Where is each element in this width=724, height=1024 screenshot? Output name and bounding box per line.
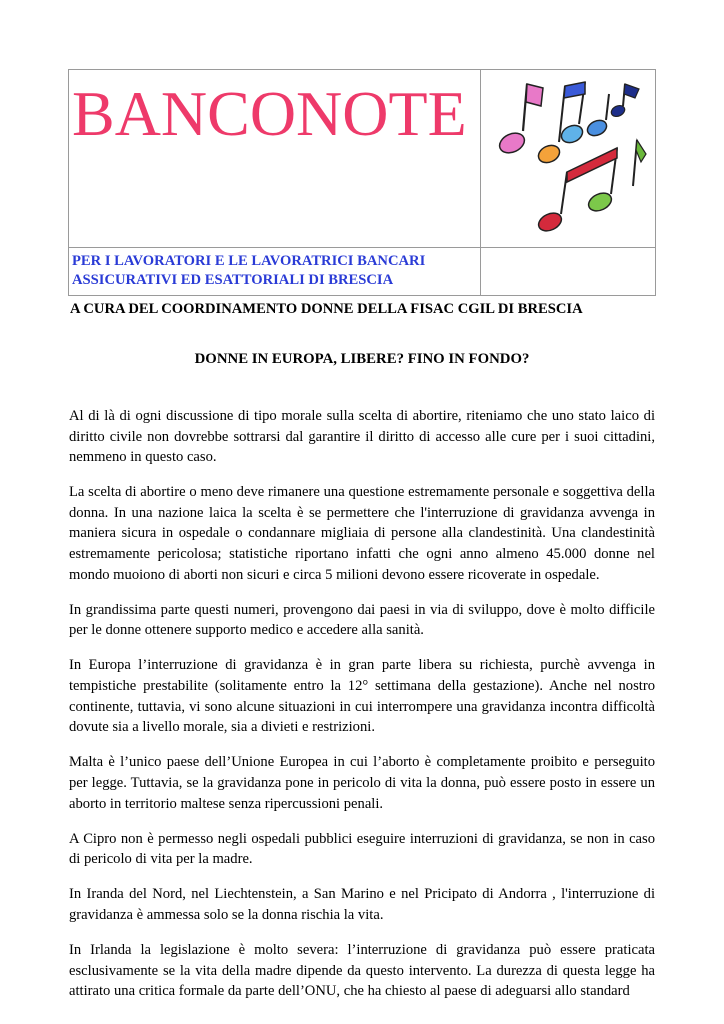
subtitle-cell <box>69 248 481 296</box>
paragraph: Malta è l’unico paese dell’Unione Europea in cui l’aborto è completamente proibito e perseguito per legge. Tuttavia, se la gravidanza pone in pericolo di vita la donna, può essere posto in essere un aborto in territorio maltese senza ripercussioni penali. <box>69 754 655 812</box>
music-notes-icon <box>483 76 653 241</box>
header-table <box>68 69 656 296</box>
coordination-line: A CURA DEL COORDINAMENTO DONNE DELLA FISAC CGIL DI BRESCIA <box>70 301 583 317</box>
empty-cell <box>481 248 656 296</box>
paragraph: In Iranda del Nord, nel Liechtenstein, a San Marino e nel Pricipato di Andorra , l'interruzione di gravidanza è ammessa solo se la donna rischia la vita. <box>69 886 655 923</box>
article-body <box>69 406 655 1016</box>
paragraph: In Irlanda la legislazione è molto severa: l’interruzione di gravidanza può essere praticata esclusivamente se la vita della madre dipende da questo intervento. La durezza di questa legge ha attirato una critica formale da parte dell’ONU, che ha chiesto al paese di adeguarsi allo standard <box>69 941 655 1000</box>
paragraph: La scelta di abortire o meno deve rimanere una questione estremamente personale e soggettiva della donna. In una nazione laica la scelta è se permettere che l'interruzione di gravidanza avvenga in maniera sicura in ospedale o condannare migliaia di persone alla clandestinità. Una clandestinità estremamente pericolosa; statistiche riportano infatti che ogni anno almeno 45.000 donne nel mondo muoiono di aborti non sicuri e circa 5 milioni devono essere ricoverate in ospedale. <box>69 484 655 583</box>
article-heading: DONNE IN EUROPA, LIBERE? FINO IN FONDO? <box>194 351 530 367</box>
paragraph: A Cipro non è permesso negli ospedali pubblici eseguire interruzioni di gravidanza, se non in caso di pericolo di vita per la madre. <box>69 830 655 868</box>
illustration-cell <box>481 70 656 248</box>
paragraph: In Europa l’interruzione di gravidanza è in gran parte libera su richiesta, purchè avvenga in tempistiche prestabilite (solitamente entro la 12° settimana della gestazione). Anche nel nostro continente, tuttavia, vi sono alcune situazioni in cui interrompere una gravidanza incontra difficoltà dovute sia a livello morale, sia a divieti e restrizioni. <box>69 657 655 736</box>
subtitle-line-1: PER I LAVORATORI E LE LAVORATRICI BANCARI <box>72 253 426 269</box>
title-cell <box>69 70 481 248</box>
newsletter-title: BANCONOTE <box>72 78 467 149</box>
paragraph: In grandissima parte questi numeri, provengono dai paesi in via di sviluppo, dove è molto difficile per le donne ottenere supporto medico e accedere alla sanità. <box>69 601 655 639</box>
paragraph: Al di là di ogni discussione di tipo morale sulla scelta di abortire, riteniamo che uno stato laico di diritto civile non dovrebbe sottrarsi dal garantire il diritto di accesso alle cure per i suoi cittadini, nemmeno in questo caso. <box>69 408 655 466</box>
subtitle-line-2: ASSICURATIVI ED ESATTORIALI DI BRESCIA <box>72 272 394 288</box>
